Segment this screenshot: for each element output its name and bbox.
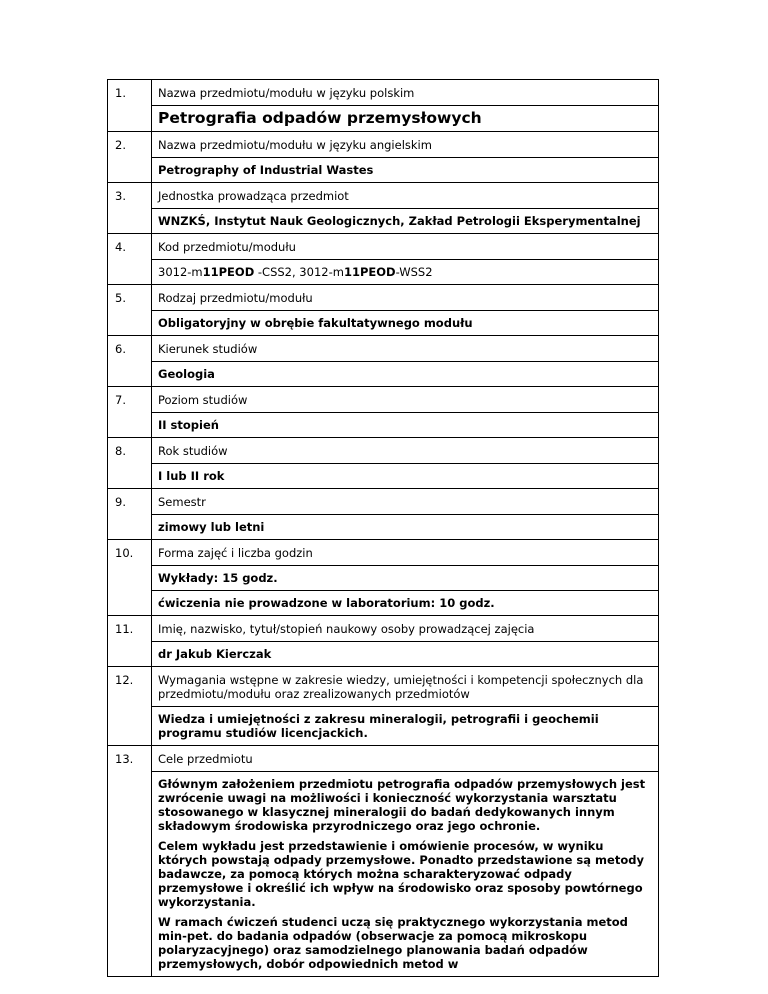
field-label: Rodzaj przedmiotu/modułu: [152, 285, 658, 311]
table-row: [108, 540, 659, 616]
exercise-hours: ćwiczenia nie prowadzone w laboratorium: 10 godz.: [152, 590, 658, 615]
field-label: Nazwa przedmiotu/modułu w języku angielskim: [152, 132, 658, 158]
row-number: 1.: [108, 80, 152, 132]
row-number: 2.: [108, 132, 152, 183]
table-row: [108, 183, 659, 234]
field-label: Cele przedmiotu: [152, 746, 658, 772]
row-number: 11.: [108, 616, 152, 667]
field-label: Semestr: [152, 489, 658, 515]
table-row: [108, 489, 659, 540]
instructor-name: dr Jakub Kierczak: [158, 647, 272, 661]
table-row: [108, 132, 659, 183]
field-label: Rok studiów: [152, 438, 658, 464]
objectives-paragraph: W ramach ćwiczeń studenci uczą się praktycznego wykorzystania metod min-pet. do badania odpadów (obserwacje za pomocą mikroskopu polaryzacyjnego) oraz samodzielnego planowania badań odpadów przemysłowych, dobór odpowiednich metod w: [158, 915, 628, 971]
field-label: Wymagania wstępne w zakresie wiedzy, umiejętności i kompetencji społecznych dla przedmiotu/modułu oraz zrealizowanych przedmiotów: [152, 667, 658, 707]
field-label: Jednostka prowadząca przedmiot: [152, 183, 658, 209]
teaching-unit: WNZKŚ, Instytut Nauk Geologicznych, Zakład Petrologii Eksperymentalnej: [158, 214, 641, 228]
row-number: 6.: [108, 336, 152, 387]
course-objectives: [152, 772, 658, 976]
row-number: 10.: [108, 540, 152, 616]
table-row: [108, 285, 659, 336]
table-row: [108, 616, 659, 667]
objectives-paragraph: Celem wykładu jest przedstawienie i omówienie procesów, w wyniku których powstają odpady przemysłowe. Ponadto przedstawione są metody badawcze, za pomocą których można scharakteryzować odpady przemysłowe i określić ich wpływ na środowisko oraz sposoby powtórnego wykorzystania.: [158, 839, 644, 909]
field-label: Kierunek studiów: [152, 336, 658, 362]
field-of-study: Geologia: [158, 367, 215, 381]
row-number: 7.: [108, 387, 152, 438]
objectives-paragraph: Głównym założeniem przedmiotu petrografia odpadów przemysłowych jest zwrócenie uwagi na możliwości i konieczność wykorzystania warsztatu stosowanego w klasycznej mineralogii do badań dedykowanych innym składowym środowiska przyrodniczego oraz jego ochronie.: [158, 777, 646, 833]
row-number: 4.: [108, 234, 152, 285]
row-number: 9.: [108, 489, 152, 540]
course-title-polish: Petrografia odpadów przemysłowych: [158, 109, 482, 127]
study-level: II stopień: [158, 418, 219, 432]
table-row: [108, 667, 659, 746]
row-number: 12.: [108, 667, 152, 746]
table-row: [108, 336, 659, 387]
field-label: Nazwa przedmiotu/modułu w języku polskim: [152, 80, 658, 106]
course-code: 3012-m11PEOD -CSS2, 3012-m11PEOD-WSS2: [158, 265, 433, 279]
study-year: I lub II rok: [158, 469, 225, 483]
table-row: [108, 234, 659, 285]
table-row: [108, 746, 659, 977]
semester: zimowy lub letni: [158, 520, 265, 534]
field-label: Imię, nazwisko, tytuł/stopień naukowy osoby prowadzącej zajęcia: [152, 616, 658, 642]
row-number: 5.: [108, 285, 152, 336]
table-row: [108, 80, 659, 132]
table-row: [108, 387, 659, 438]
field-label: Forma zajęć i liczba godzin: [152, 540, 658, 566]
prerequisites: Wiedza i umiejętności z zakresu mineralogii, petrografii i geochemii programu studiów licencjackich.: [158, 712, 599, 740]
row-number: 13.: [108, 746, 152, 977]
course-title-english: Petrography of Industrial Wastes: [158, 163, 374, 177]
row-number: 3.: [108, 183, 152, 234]
field-label: Poziom studiów: [152, 387, 658, 413]
table-row: [108, 438, 659, 489]
row-number: 8.: [108, 438, 152, 489]
course-syllabus-table: [107, 79, 659, 977]
course-type: Obligatoryjny w obrębie fakultatywnego modułu: [158, 316, 473, 330]
lecture-hours: Wykłady: 15 godz.: [158, 571, 278, 585]
field-label: Kod przedmiotu/modułu: [152, 234, 658, 260]
